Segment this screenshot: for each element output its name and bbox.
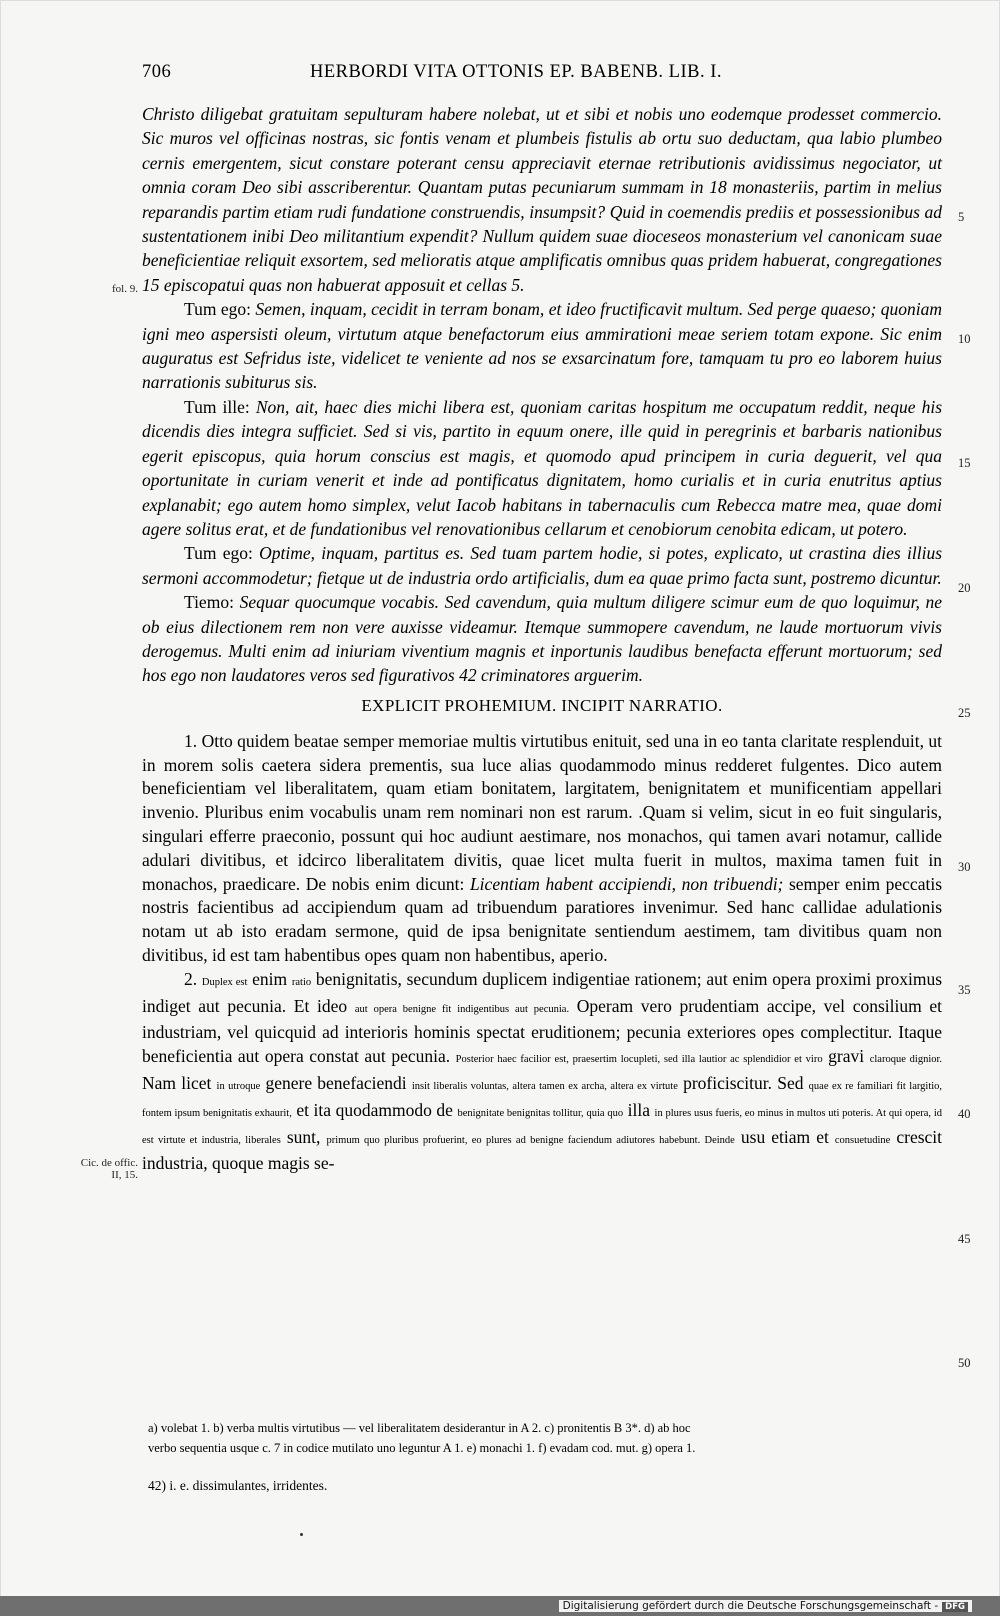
margin-note-cicero-title: Cic. de offic.: [80, 1157, 138, 1169]
chapter-text: crescit industria, quoque magis se-: [142, 1126, 943, 1174]
proemium-paragraph: [142, 297, 942, 395]
line-number: 45: [958, 1232, 971, 1246]
small-text: benignitate benignitas tollitur, quia quo: [457, 1107, 624, 1119]
proemium-paragraph: Christo diligebat gratuitam sepulturam habere nolebat, ut et sibi et nobis uno eodemque prodesset commercio. Sic muros vel officinas nostras, sic fontis venam et plumbeis fistulis ab ortu suo deductam, qua labio plumbeo cernis emergentem, sicut constare poterant censu appreciavit eternae retributionis avidissimus negociator, ut omnia coram Deo sibi asscriberentur. Quantam putas pecuniarum summam in 18 monasteriis, partim in melius reparandis partim etiam rudi fundatione construendis, insumpsit? Quid in coemendis prediis et possessionibus ad sustentationem inibi Deo militantium expendit? Nullum quidem suae dioceseos monasterium vel canonicam suae beneficientiae reliquit exsortem, sed melioratis atque amplificatis omnibus quas pridem habuerat, congregationes 15 episcopatui quas non habuerat apposuit et cellas 5.: [142, 104, 942, 295]
chapter-text: gravi: [828, 1046, 865, 1067]
funding-text: Digitalisierung gefördert durch die Deutsche Forschungsgemeinschaft -: [562, 1600, 939, 1612]
section-heading: EXPLICIT PROHEMIUM. INCIPIT NARRATIO.: [361, 695, 723, 715]
chapter-text: Sed: [777, 1072, 804, 1093]
small-text: in plures usus fueris, eo minus in multos uti poteris. At qui opera, id est virtute et industria, liberales: [142, 1107, 942, 1146]
small-text: aut opera benigne fit indigentibus aut pecunia.: [354, 1003, 570, 1015]
chapter-number: 2.: [184, 968, 198, 989]
proemium-paragraph: [142, 590, 942, 688]
chapter-text: semper enim peccatis nostris facientibus ad accipiendum quam ad tribuendum paratiores invenimur. Sed hanc callidae adulationis notam ut ab isto eradam sermone, quid de ipsa benignitate sentiendum aestimem, tam divitibus quam non divitibus, id est tam habentibus opes quam non habentibus, aperio.: [142, 873, 943, 965]
speaker: Tum ego:: [184, 299, 251, 320]
line-number: 40: [958, 1107, 971, 1121]
proemium-paragraph: [142, 395, 942, 541]
small-text: consuetudine: [834, 1134, 891, 1146]
chapter-text: enim: [252, 968, 288, 989]
running-title: HERBORDI VITA OTTONIS EP. BABENB. LIB. I.: [310, 62, 722, 82]
chapter-text: illa: [627, 1099, 650, 1120]
footnotes: [148, 1418, 948, 1458]
speech: Optime, inquam, partitus es. Sed tuam partem hodie, si potes, explicato, ut crastina dies illius sermoni accommodetur; fietque ut de industria ordo artificialis, dum ea quae primo facta sunt, postremo dicuntur.: [142, 543, 942, 588]
running-header: [142, 62, 942, 92]
line-number: 30: [958, 860, 971, 874]
speech: Semen, inquam, cecidit in terram bonam, et ideo fructificavit multum. Sed perge quaeso; quoniam igni meo aspersisti oleum, virtutum atque benefactorum eius ammirationi meae seriem totam expone. Sic enim auguratus est Sefridus iste, videlicet te veniente ad nos se exsarcinatum fore, tamquam tu pro eo laborem huius narrationis subiturus sis.: [142, 299, 942, 393]
speech: Sequar quocumque vocabis. Sed cavendum, quia multum diligere scimur eum de quo loquimur, ne ob eius dilectionem rem non vere auxisse videamur. Itemque summopere cavendum, ne laude mortuorum vivis derogemus. Multi enim ad iniuriam viventium magnis et inportunis laudibus benefacta efferunt mortuorum; sed hos ego non laudatores veros sed figurativos 42 criminatores arguerim.: [142, 592, 943, 686]
proemium-paragraph: [142, 541, 942, 590]
chapter-text: benignitatis, secundum duplicem indigentiae rationem; aut enim opera proximi proximus indiget aut pecunia.: [142, 968, 943, 1016]
line-number: 35: [958, 983, 971, 997]
line-number: 20: [958, 581, 971, 595]
page-number: 706: [142, 62, 172, 82]
small-text: in utroque: [216, 1080, 261, 1092]
small-text: insit liberalis voluntas, altera tamen ex archa, altera ex virtute: [411, 1080, 678, 1092]
margin-note-folio: fol. 9.: [112, 283, 138, 295]
small-text: ratio: [291, 976, 312, 988]
chapter-text: Otto quidem beatae semper memoriae multis virtutibus enituit, sed una in eo tanta claritate resplenduit, ut in morem solis caetera sidera prementis, sua luce alias quodammodo minus redderet fulgentes. Dico autem beneficientiam vel liberalitatem, quam etiam bonitatem, largitatem, benignitatem et munificentiam appellari invenio. Pluribus enim vocabulis unam rem nominari non est rarum. .Quam si velim, sicut in eo fuit singularis, singulari efferre praeconio, possunt qui hoc audiunt aestimare, nos monachos, qui tamen avari notamur, callide adulari divitibus, et idcirco liberalitatem divitis, quae licet multa fuerit in multos, maxima tamen fuit in monachos, praedicare. De nobis enim dicunt:: [142, 730, 943, 894]
footnote-line: verbo sequentia usque c. 7 in codice mutilato uno leguntur A 1. e) monachi 1. f) evadam cod. mut. g) opera 1.: [148, 1441, 696, 1455]
chapter-text: genere benefaciendi: [265, 1072, 407, 1093]
chapter-text: et ita quodammodo de: [296, 1099, 453, 1120]
small-text: primum quo pluribus profuerint, eo plures ad benigne faciendum adiutores habebunt. Deinde: [326, 1134, 735, 1146]
speech: Non, ait, haec dies michi libera est, quoniam caritas hospitum me occupatum reddit, neque his dicendis dies integra sufficiet. Sed si vis, partito in equum onere, ille quid in peregrinis et barbaris nationibus egerit episcopus, quia horum conscius est magis, et quomodo apud principem in curia deguerit, vel qua oportunitate in curiam venerit et inde ad pontificatus dignitatem, homo curialis et in curia enutritus aptius explanabit; ego autem homo simplex, velut Iacob habitans in tabernaculis cum Rebecca matre mea, quae domi agere solitus erat, et de fundationibus vel renovationibus cellarum et cenobiorum cenobita edicam, ut potero.: [142, 396, 943, 539]
line-number: 10: [958, 332, 971, 346]
speaker: Tum ille:: [184, 396, 250, 417]
chapter-text: Nam licet: [142, 1072, 212, 1093]
dfg-logo: DFG: [942, 1602, 968, 1612]
chapter-text: proficiscitur.: [683, 1072, 773, 1093]
chapter-text: sunt,: [286, 1126, 321, 1147]
funding-notice: [559, 1600, 972, 1612]
small-text: Duplex est: [201, 976, 248, 988]
speaker: Tiemo:: [184, 592, 234, 613]
footnote-42: 42) i. e. dissimulantes, irridentes.: [148, 1478, 328, 1493]
line-number: 15: [958, 456, 971, 470]
quotation: Licentiam habent accipiendi, non tribuendi;: [469, 873, 784, 894]
chapter-text: Operam vero prudentiam accipe, vel consilium et industriam, vel quicquid ad interioris hominis spectat eruditionem; pecunia exteriores opes complectitur. Itaque beneficientia aut opera constat aut pecunia.: [142, 995, 943, 1067]
narratio-chapter-1: [142, 730, 942, 968]
chapter-text: usu etiam et: [740, 1126, 829, 1147]
scan-speck: [300, 1533, 303, 1536]
margin-note-cicero-ref: II, 15.: [111, 1169, 138, 1181]
small-text: claroque dignior.: [869, 1054, 943, 1066]
chapter-number: 1.: [184, 730, 198, 751]
line-number: 5: [958, 210, 965, 224]
speaker: Tum ego:: [184, 543, 253, 564]
margin-note-cicero: [70, 1157, 138, 1181]
small-text: Posterior haec facilior est, praesertim locupleti, sed illa lautior ac splendidior et viro: [455, 1054, 823, 1066]
chapter-text: Et ideo: [293, 995, 348, 1016]
main-text: [142, 102, 942, 1176]
narratio-chapter-2: [142, 968, 942, 1176]
line-number: 50: [958, 1356, 971, 1370]
small-text: quae ex re familiari fit largitio, fontem ipsum benignitatis exhaurit,: [142, 1080, 943, 1119]
line-number: 25: [958, 706, 971, 720]
footnote-line: a) volebat 1. b) verba multis virtutibus — vel liberalitatem desiderantur in A 2. c) pronitentis B 3*. d) ab hoc: [148, 1421, 691, 1435]
